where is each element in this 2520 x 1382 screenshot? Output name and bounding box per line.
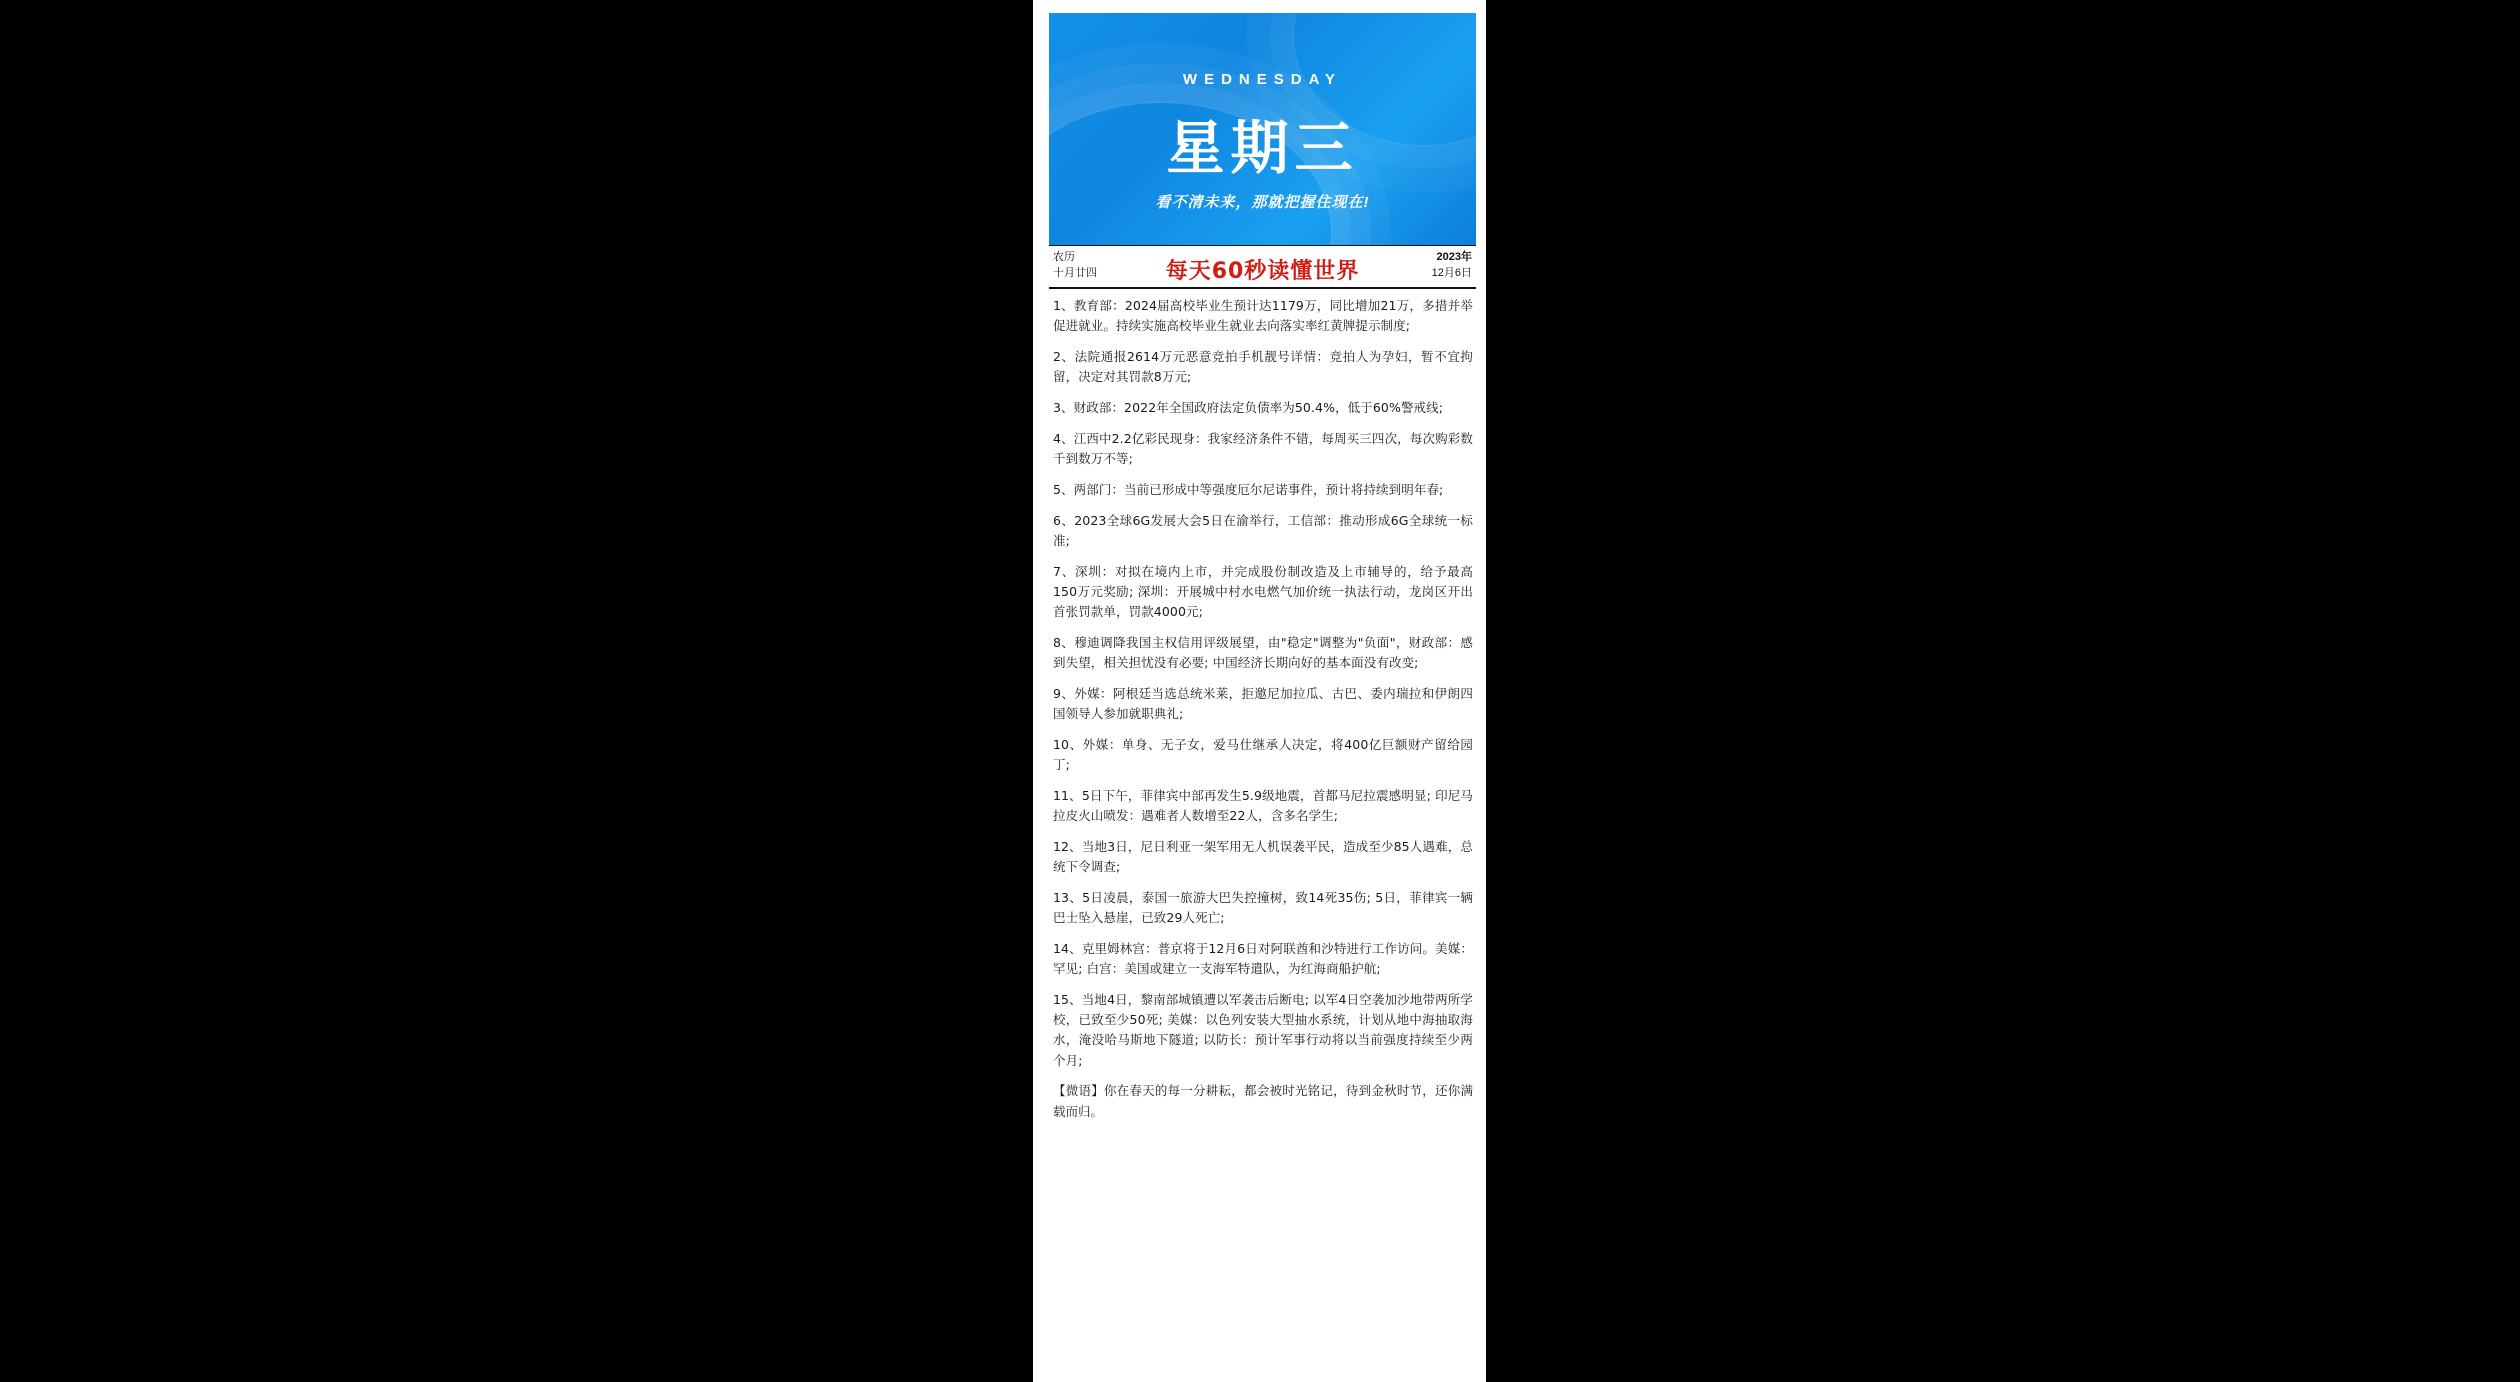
lunar-label: 农历 (1053, 251, 1075, 263)
news-item: 8、穆迪调降我国主权信用评级展望，由"稳定"调整为"负面"，财政部：感到失望，相关担忧没有必要; 中国经济长期向好的基本面没有改变; (1053, 634, 1473, 670)
news-item: 10、外媒：单身、无子女，爱马仕继承人决定，将400亿巨额财产留给园丁; (1053, 736, 1473, 772)
news-item: 12、当地3日，尼日利亚一架军用无人机误袭平民，造成至少85人遇难，总统下令调查; (1053, 838, 1473, 874)
news-item: 3、财政部：2022年全国政府法定负债率为50.4%，低于60%警戒线; (1053, 400, 1444, 415)
news-item: 13、5日凌晨，泰国一旅游大巴失控撞树，致14死35伤; 5日，菲律宾一辆巴士坠入悬崖，已致29人死亡; (1053, 889, 1473, 925)
news-card-inner (1039, 0, 1486, 1382)
lunar-value: 十月廿四 (1053, 266, 1097, 279)
news-item: 6、2023全球6G发展大会5日在渝举行，工信部：推动形成6G全球统一标准; (1053, 512, 1473, 548)
date-day: 12月6日 (1431, 266, 1472, 279)
news-list (1053, 296, 1473, 1356)
header-bar (1049, 245, 1476, 289)
news-card (1033, 0, 1486, 1382)
news-item: 2、法院通报2614万元恶意竞拍手机靓号详情：竞拍人为孕妇，暂不宜拘留，决定对其罚款8万元; (1053, 349, 1473, 385)
gregorian-date-block (1432, 250, 1472, 282)
header-rule-top (1049, 245, 1476, 246)
news-item: 1、教育部：2024届高校毕业生预计达1179万，同比增加21万，多措并举促进就业。持续实施高校毕业生就业去向落实率红黄牌提示制度; (1053, 298, 1473, 334)
banner-weekday-chinese: 星期三 (1166, 114, 1359, 182)
page-title: 每天60秒读懂世界 (1165, 259, 1360, 284)
news-item: 11、5日下午，菲律宾中部再发生5.9级地震，首都马尼拉震感明显; 印尼马拉皮火山喷发：遇难者人数增至22人，含多名学生; (1053, 787, 1473, 823)
banner-weekday-english: WEDNESDAY (1182, 71, 1343, 88)
news-item: 5、两部门：当前已形成中等强度厄尔尼诺事件，预计将持续到明年春; (1053, 481, 1444, 497)
news-item: 14、克里姆林宫：普京将于12月6日对阿联酋和沙特进行工作访问。美媒：罕见; 白宫：美国或建立一支海军特遣队，为红海商船护航; (1053, 940, 1473, 976)
news-item: 7、深圳：对拟在境内上市，并完成股份制改造及上市辅导的，给予最高150万元奖励; 深圳：开展城中村水电燃气加价统一执法行动，龙岗区开出首张罚款单，罚款4000元; (1053, 563, 1473, 619)
date-year: 2023年 (1436, 251, 1472, 263)
news-item: 15、当地4日，黎南部城镇遭以军袭击后断电; 以军4日空袭加沙地带两所学校，已致至少50死; 美媒：以色列安装大型抽水系统，计划从地中海抽取海水，淹没哈马斯地下隧道; 以防长：预计军事行动将以当前强度持续至少两个月; (1053, 991, 1473, 1068)
weekday-banner (1049, 13, 1476, 245)
news-item: 9、外媒：阿根廷当选总统米莱，拒邀尼加拉瓜、古巴、委内瑞拉和伊朗四国领导人参加就职典礼; (1053, 685, 1473, 721)
banner-slogan: 看不清未来，那就把握住现在! (1155, 194, 1370, 211)
header-rule-bottom (1049, 287, 1476, 289)
news-item: 4、江西中2.2亿彩民现身：我家经济条件不错，每周买三四次，每次购彩数千到数万不等; (1053, 430, 1473, 466)
footer-quote: 【微语】你在春天的每一分耕耘，都会被时光铭记，待到金秋时节，还你满载而归。 (1053, 1083, 1473, 1119)
